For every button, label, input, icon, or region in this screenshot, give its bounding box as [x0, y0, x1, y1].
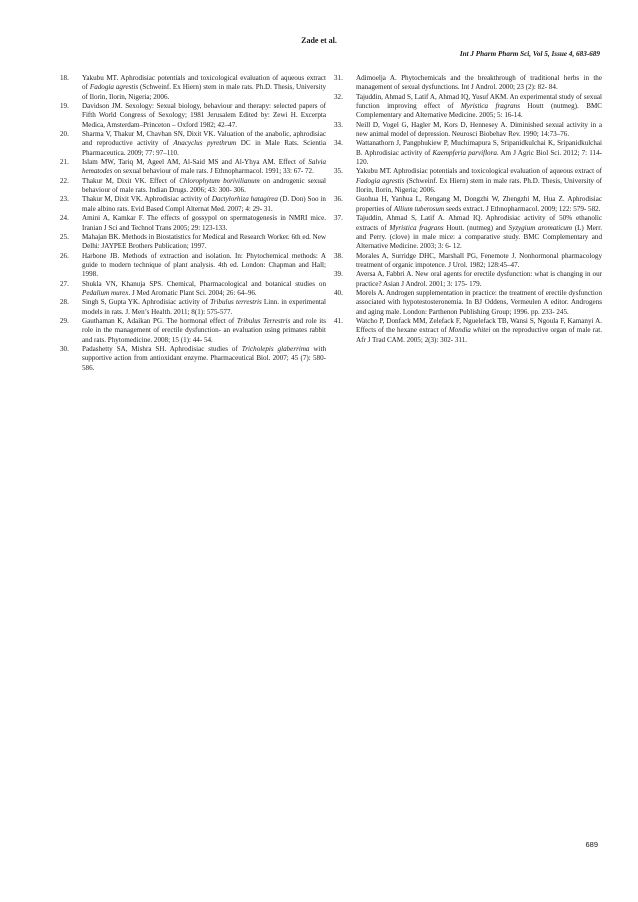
reference-item [60, 214, 326, 233]
reference-text: (L) Merr. and Perry. (clove) in male mice: a comparative study. BMC Complementary and Alternative Medicine. 2003; 3: 6- 12. [356, 223, 603, 251]
reference-number: 30. [60, 344, 69, 353]
reference-item [60, 345, 326, 373]
reference-number: 32. [334, 92, 343, 101]
reference-number: 24. [60, 214, 69, 223]
reference-item [60, 233, 326, 252]
reference-text: on sexual behaviour of male rats. J Ethnopharmacol. 1991; 33: 67- 72. [112, 167, 314, 176]
reference-item [334, 167, 602, 195]
species-name: Myristica fragrans [389, 223, 444, 232]
reference-text: Thakur M, Dixit VK. Aphrodisiac activity of [82, 195, 212, 204]
species-name: Chlorophytum borivilianum [179, 176, 260, 185]
reference-number: 34. [334, 139, 343, 148]
reference-item [60, 177, 326, 196]
reference-item [334, 289, 602, 317]
reference-item [334, 74, 602, 93]
reference-text: Morels A. Androgen supplementation in practice: the treatment of erectile dysfunction associated with hypotestosteronemia. In BJ Oddens, Vermeulen A editor. Androgens and aging male. London: Parthenon Publishing Group; 1996. pp. 233- 245. [356, 288, 602, 316]
reference-number: 19. [60, 102, 69, 111]
reference-number: 26. [60, 251, 69, 260]
reference-number: 40. [334, 288, 343, 297]
reference-number: 20. [60, 130, 69, 139]
species-name: Myristica fragrans [460, 102, 520, 111]
species-name: Anacyclus pyrethrum [173, 139, 237, 148]
reference-text: Yakubu MT. Aphrodisiac potentials and toxicological evaluation of aqueous extract of [82, 74, 326, 92]
reference-text: . Am J Agric Biol Sci. 2012; 7: 114- 120. [356, 148, 602, 167]
reference-number: 28. [60, 298, 69, 307]
reference-text: Watcho P, Donfack MM, Zelefack F, Nguelefack TB, Wansi S, Ngoula F, Kamanyi A. Effects of the hexane extract of [356, 316, 602, 335]
reference-text: Aversa A, Fabbri A. New oral agents for erectile dysfunction: what is changing in our practice? Asian J Androl. 2001; 3: 175- 179. [356, 270, 602, 288]
reference-number: 33. [334, 120, 343, 129]
reference-number: 22. [60, 176, 69, 185]
reference-number: 18. [60, 74, 69, 82]
reference-text: Mahajan BK. Methods in Biostatistics for Medical and Research Worker. 6th ed. New Delhi: JAYPEE Brothers Publication; 1997. [82, 232, 326, 251]
species-name: Tricholepis glaberrima [241, 344, 310, 353]
reference-item [334, 270, 602, 289]
reference-number: 23. [60, 195, 69, 204]
reference-item [60, 102, 326, 130]
reference-number: 25. [60, 232, 69, 241]
reference-item [60, 280, 326, 299]
references-left-column [60, 74, 326, 373]
reference-text: Gauthaman K, Adaikan PG. The hormonal effect of [82, 316, 237, 325]
reference-number: 38. [334, 251, 343, 260]
reference-text: Neill D, Vogel G, Hagler M, Kors D, Hennesey A. Diminished sexual activity in a new animal model of depression. Neurosci Biobehav Rev. 1990; 14:73–76. [356, 120, 602, 139]
reference-item [334, 195, 602, 214]
reference-text: Linn. in experimental models in rats. J. Men’s Health. 2011; 8(1): 575-577. [82, 298, 326, 316]
reference-text: seeds extract. J Ethnopharmacol. 2009; 122: 579- 582. [444, 204, 601, 213]
reference-number: 35. [334, 167, 343, 176]
reference-item [60, 298, 326, 317]
reference-text: (D. Don) Soo in male albino rats. Evid Based Compl Alternat Med. 2007; 4: 29- 31. [82, 195, 326, 213]
reference-text: Padashetty SA, Mishra SH. Aphrodisiac studies of [82, 344, 242, 353]
reference-text: Wattanathorn J, Pangphukiew P, Muchimapura S, Sripanidkulchai K, Sripanidkulchai B. Aphrodisiac activity of [356, 139, 602, 157]
species-name: Syzygium aromaticum [508, 223, 573, 232]
reference-text: and role its role in the management of erectile dysfunction- an evaluation using primates rabbit and rats. Phytomedicine. 2008; 15 (1): 44- 54. [82, 316, 326, 344]
species-name: Kaempferia parviflora [432, 148, 497, 157]
reference-text: Singh S, Gupta YK. Aphrodisiac activity of [82, 298, 211, 307]
reference-item [334, 93, 602, 121]
reference-item [334, 252, 602, 271]
reference-text: (Schweinf. Ex Hiern) stem in male rats. Ph.D. Thesis, University of Ilorin, Ilorin, Nigeria; 2006. [356, 176, 603, 195]
reference-text: on androgenic sexual behaviour of male rats. Indian Drugs. 2006; 43: 300- 306. [82, 176, 326, 195]
species-name: Salvia hematodes [82, 158, 326, 176]
reference-number: 36. [334, 195, 343, 204]
references-right-column [334, 74, 602, 345]
reference-text: Thakur M, Dixit VK. Effect of [82, 176, 180, 185]
running-header-journal: Int J Pharm Pharm Sci, Vol 5, Issue 4, 683-689 [459, 50, 600, 58]
reference-item [334, 121, 602, 140]
species-name: Mondia whitei [448, 326, 491, 335]
species-name: Fadogia agrestis [356, 176, 405, 185]
reference-text: Shukla VN, Khanuja SPS. Chemical, Pharmacological and botanical studies on [82, 279, 326, 288]
reference-number: 39. [334, 270, 343, 279]
reference-text: (Schweinf. Ex Hiern) stem in male rats. Ph.D. Thesis, University of Ilorin, Ilorin, Nigeria; 2006. [82, 83, 326, 101]
reference-item [60, 195, 326, 214]
reference-text: with supportive action from antioxidant enzyme. Pharmaceutical Biol. 2007; 45 (7): 580- 586. [82, 344, 326, 372]
reference-text: Houtt. (nutmeg) and [443, 223, 509, 232]
reference-number: 37. [334, 214, 343, 223]
reference-text: Harbone JB. Methods of extraction and isolation. In: Phytochemical methods: A guide to modern technique of plant analysis. 4th ed. London: Chapman and Hall; 1998. [82, 251, 326, 279]
species-name: Allium tuberosum [393, 204, 445, 213]
reference-text: on the reproductive organ of male rat. Afr J Trad CAM. 2005; 2(3): 302- 311. [356, 326, 602, 344]
running-header-authors: Zade et al. [301, 36, 337, 45]
reference-number: 29. [60, 316, 69, 325]
reference-number: 21. [60, 158, 69, 167]
reference-item [334, 317, 602, 345]
reference-text: Yakubu MT. Aphrodisiac potentials and toxicological evaluation of aqueous extract of [356, 167, 602, 176]
reference-item [60, 252, 326, 280]
species-name: Tribulus Terrestris [236, 316, 291, 325]
reference-text: Adimoelja A. Phytochemicals and the breakthrough of traditional herbs in the management of sexual dysfunctions. Int J Androl. 2000; 23 (2): 82- 84. [356, 74, 602, 92]
reference-item [334, 214, 602, 251]
reference-item [60, 130, 326, 158]
reference-item [60, 158, 326, 177]
reference-text: Houtt (nutmeg). BMC Complementary and Alternative Medicine. 2005; 5: 16-14. [356, 102, 602, 120]
reference-text: Islam MW, Tariq M, Ageel AM, Al-Said MS and Al-Yhya AM. Effect of [82, 158, 309, 167]
species-name: Tribulus terrestris [210, 298, 262, 307]
reference-text: Morales A, Surridge DHC, Marshall PG, Fenemote J. Nonhormonal pharmacology treatment of organic impotence. J Urol. 1982; 128:45–47. [356, 251, 602, 269]
species-name: Fadogia agrestis [89, 83, 139, 92]
reference-item [334, 139, 602, 167]
reference-text: Sharma V, Thakur M, Chavhan SN, Dixit VK. Valuation of the anabolic, aphrodisiac and reproductive activity of [82, 130, 326, 148]
reference-text: Guohua H, Yanhua L, Rengang M, Dongzhi W, Zhengzhi M, Hua Z. Aphrodisiac properties of [356, 195, 602, 213]
reference-text: Amini A, Kamkar F. The effects of gossypol on spermatogenesis in NMRI mice. Iranian J Sci and Technol Trans 2005; 29: 123-133. [82, 214, 326, 232]
reference-text: Tajuddin, Ahmad S, Latif A. Ahmad IQ. Aphrodisiac activity of 50% ethanolic extracts of [356, 214, 602, 232]
reference-number: 41. [334, 316, 343, 325]
species-name: Pedalium murex [82, 288, 129, 297]
species-name: Dactylorhiza hatagirea [211, 195, 278, 204]
page-number: 689 [585, 840, 598, 849]
reference-number: 27. [60, 279, 69, 288]
reference-item [60, 317, 326, 345]
reference-text: Tajuddin, Ahmad S, Latif A, Ahmad IQ, Yusuf AKM. An experimental study of sexual function improving effect of [356, 92, 602, 111]
reference-item [60, 74, 326, 102]
reference-text: DC in Male Rats. Scientia Pharmaceutica. 2009; 77: 97–110. [82, 139, 326, 157]
reference-text: . J Med Aromatic Plant Sci. 2004; 26: 64–96. [128, 288, 257, 297]
reference-text: Davidson JM. Sexology: Sexual biology, behaviour and therapy: selected papers of Fifth World Congress of Sexology; 1981 Jerusalem Edited by: Zewi H. Excerpta Medica, Amsterdam–Princeton – Oxford 1982; 42–47. [82, 102, 326, 129]
reference-number: 31. [334, 74, 343, 82]
